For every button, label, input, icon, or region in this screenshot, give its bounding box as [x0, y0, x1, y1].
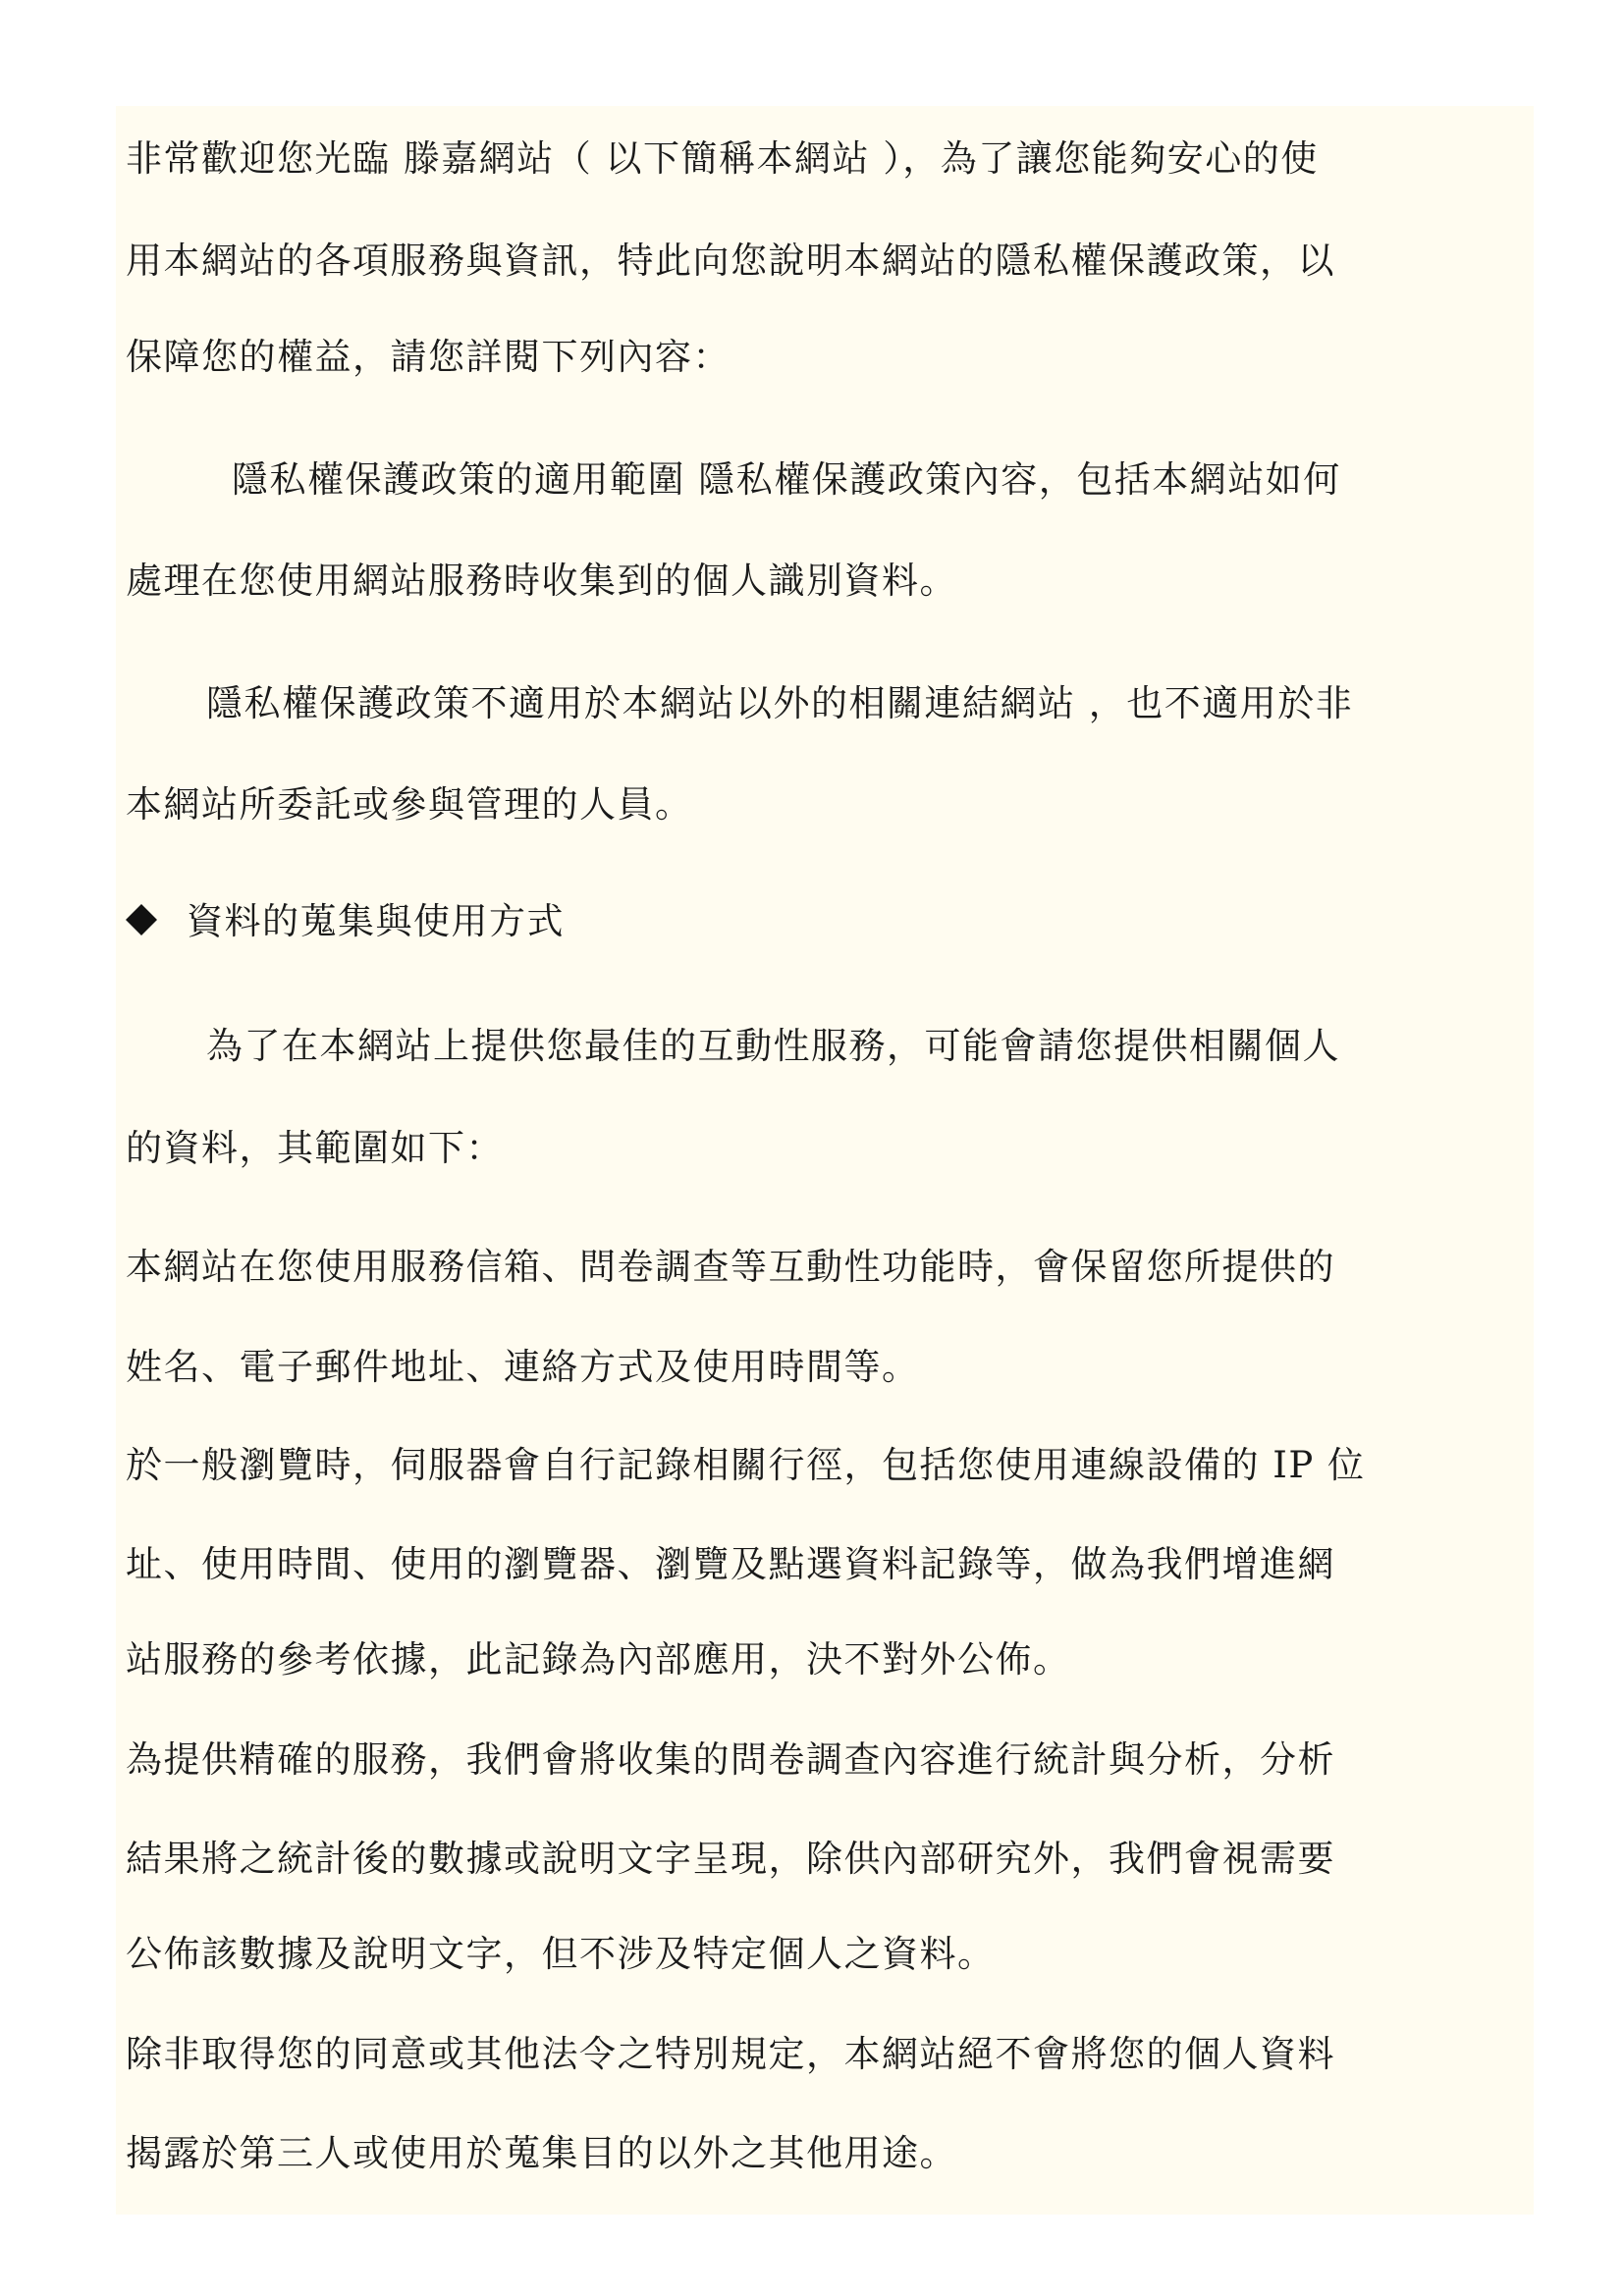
collection-intro-line-2: 的資料，其範圍如下： [126, 1127, 504, 1169]
item-survey-line-2: 結果將之統計後的數據或說明文字呈現，除供內部研究外，我們會視需要 [126, 1838, 1335, 1880]
item-browsing-line-1: 於一般瀏覽時，伺服器會自行記錄相關行徑，包括您使用連線設備的 IP 位 [126, 1444, 1366, 1486]
section-heading-text: 資料的蒐集與使用方式 [187, 900, 565, 942]
item-browsing-line-2: 址、使用時間、使用的瀏覽器、瀏覽及點選資料記錄等，做為我們增進網 [126, 1543, 1335, 1585]
intro-line-2: 用本網站的各項服務與資訊，特此向您說明本網站的隱私權保護政策，以 [126, 240, 1335, 282]
item-disclosure-line-2: 揭露於第三人或使用於蒐集目的以外之其他用途。 [126, 2132, 957, 2174]
item-survey-line-1: 為提供精確的服務，我們會將收集的問卷調查內容進行統計與分析，分析 [126, 1738, 1335, 1781]
item-disclosure-line-1: 除非取得您的同意或其他法令之特別規定，本網站絕不會將您的個人資料 [126, 2033, 1335, 2075]
scope-line-1: 隱私權保護政策的適用範圍 隱私權保護政策內容，包括本網站如何 [232, 458, 1341, 501]
item-mailbox-line-2: 姓名、電子郵件地址、連絡方式及使用時間等。 [126, 1346, 920, 1388]
intro-line-1: 非常歡迎您光臨 滕嘉網站（ 以下簡稱本網站 ），為了讓您能夠安心的使 [126, 137, 1319, 180]
item-survey-line-3: 公佈該數據及說明文字，但不涉及特定個人之資料。 [126, 1933, 996, 1975]
section-heading [126, 897, 565, 946]
item-mailbox-line-1: 本網站在您使用服務信箱、問卷調查等互動性功能時，會保留您所提供的 [126, 1246, 1335, 1288]
item-browsing-line-3: 站服務的參考依據，此記錄為內部應用，決不對外公佈。 [126, 1638, 1071, 1681]
exclusion-line-2: 本網站所委託或參與管理的人員。 [126, 783, 693, 826]
scope-line-2: 處理在您使用網站服務時收集到的個人識別資料。 [126, 560, 957, 602]
exclusion-line-1: 隱私權保護政策不適用於本網站以外的相關連結網站 ，也不適用於非 [206, 682, 1354, 724]
collection-intro-line-1: 為了在本網站上提供您最佳的互動性服務，可能會請您提供相關個人 [206, 1025, 1340, 1067]
diamond-bullet-icon [126, 904, 157, 935]
intro-line-3: 保障您的權益，請您詳閱下列內容： [126, 336, 731, 378]
